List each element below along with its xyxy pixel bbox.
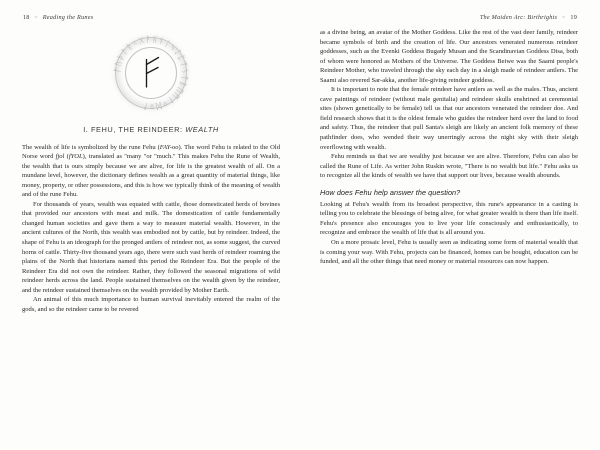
paragraph: Fehu reminds us that we are wealthy just because we are alive. Therefore, Fehu can also be called the Rune of Life. As writer John Ruskin wrote, "There is no wealth but life." Fehu asks us to recognize all the kinds of wealth we have that support our lives, because wealth abounds. <box>320 153 578 180</box>
running-title-right: The Maiden Arc: Birthrights <box>479 14 558 21</box>
right-column <box>320 28 578 267</box>
left-column <box>22 28 280 314</box>
section-title-text: I. FEHU, THE REINDEER: <box>83 125 183 134</box>
ornament-icon-left: ~ <box>34 14 38 20</box>
fehu-rune-seal-icon <box>108 30 194 116</box>
paragraph: It is important to note that the female reindeer have antlers as well as the males. Thus, ancient cave paintings of reindeer (without male genitalia) and reindeer skulls enshrined at ceremonial sites (shown genetically to be female) tell us that our ancestors venerated the reindeer doe. And field research shows that it is the oldest female who guides the reindeer herd over the land to food and safety. Thus, the reindeer that pull Santa's sleigh are likely an ancient folk memory of these pathfinder does, who wended their way unerringly across the night sky with their sleigh overflowing with wealth. <box>320 86 578 151</box>
paragraph: For thousands of years, wealth was equated with cattle, those domesticated herds of bovines that provided our ancestors with meat and milk. The domestication of cattle fundamentally changed human societies and gave them a way to measure material wealth. However, in the ancient cultures of the North, this wealth was embodied not by cattle, but by reindeer. Indeed, the shape of Fehu is an ideograph for the pronged antlers of reindeer not, as some suggest, the curved horns of cattle. Thirty-five thousand years ago, there were such vast herds of reindeer roaming the plains of the North that historians named this period the Reindeer Era. But the people of the Reindeer Era did not own the reindeer. Rather, they followed the seasonal migrations of wild reindeer herds across the land. People sustained themselves on the wealth given by the reindeer, and the reindeer sustained themselves on the wealth provided by Mother Earth. <box>22 200 280 294</box>
running-head-left <box>23 14 93 21</box>
running-head-right <box>480 14 577 21</box>
folio-number-left: 18 <box>23 14 30 21</box>
paragraph: The wealth of life is symbolized by the rune Fehu (FAY-oo). The word Fehu is related to the Old Norse word fjol (fYOL), translated as "many "or "much." This makes Fehu the Rune of Wealth, the wealth that is ours simply because we are alive, for life is the greatest wealth of all. On a mundane level, however, the dictionary defines wealth as a great quantity of material things, like money, property, or other possessions, and this is how we typically think of the meaning of wealth and of the rune Fehu. <box>22 143 280 199</box>
sub-heading: How does Fehu help answer the question? <box>320 187 461 197</box>
folio-number-right: 19 <box>570 14 577 21</box>
paragraph: An animal of this much importance to human survival inevitably entered the realm of the gods, and so the reindeer came to be revered <box>22 296 280 313</box>
running-title-left: Reading the Runes <box>42 14 94 21</box>
section-keyword: WEALTH <box>185 125 219 134</box>
svg-text:ᚠᚢᚦᚨᚱᚲᚷᚹᚺᚾᛁᛃᛇᛈᛉᛊᛏᛒᛖᛗᛚᛜᛞᛟᚠ: ᚠᚢᚦᚨᚱᚲᚷᚹᚺᚾᛁᛃᛇᛈᛉᛊᛏᛒᛖᛗᛚᛜᛞᛟᚠ <box>111 33 191 113</box>
paragraph: Looking at Fehu's wealth from its broadest perspective, this rune's appearance in a casting is telling you to celebrate the blessings of being alive, for what greater wealth is there than life itself. Fehu's presence also encourages you to live your life consciously and enthusiastically, to recognize and embrace the wealth of life that is all around you. <box>320 200 578 237</box>
paragraph: as a divine being, an avatar of the Mother Goddess. Like the rest of the vast deer family, reindeer became symbols of birth and the creation of life. Our ancestors venerated numerous reindeer goddesses, such as the Evenki Goddess Bugady Musan and the Scandinavian Goddess Disa, both of whom were honored as Mothers of the Universe. The Goddess Beiwe was the Saami people's Reindeer Mother, who traveled through the sky each day in a sleigh made of reindeer antlers. The Saami also revered Sar-akka, another life-giving reindeer goddess. <box>320 29 578 84</box>
page-title <box>22 125 280 135</box>
ornament-icon-right: ~ <box>562 14 566 20</box>
paragraph: On a more prosaic level, Fehu is usually seen as indicating some form of material wealth that is coming your way. With Fehu, projects can be financed, homes can be bought, education can be funded, and all the other things that need money or material resources can now happen. <box>320 238 578 266</box>
rune-seal-illustration <box>22 30 280 116</box>
